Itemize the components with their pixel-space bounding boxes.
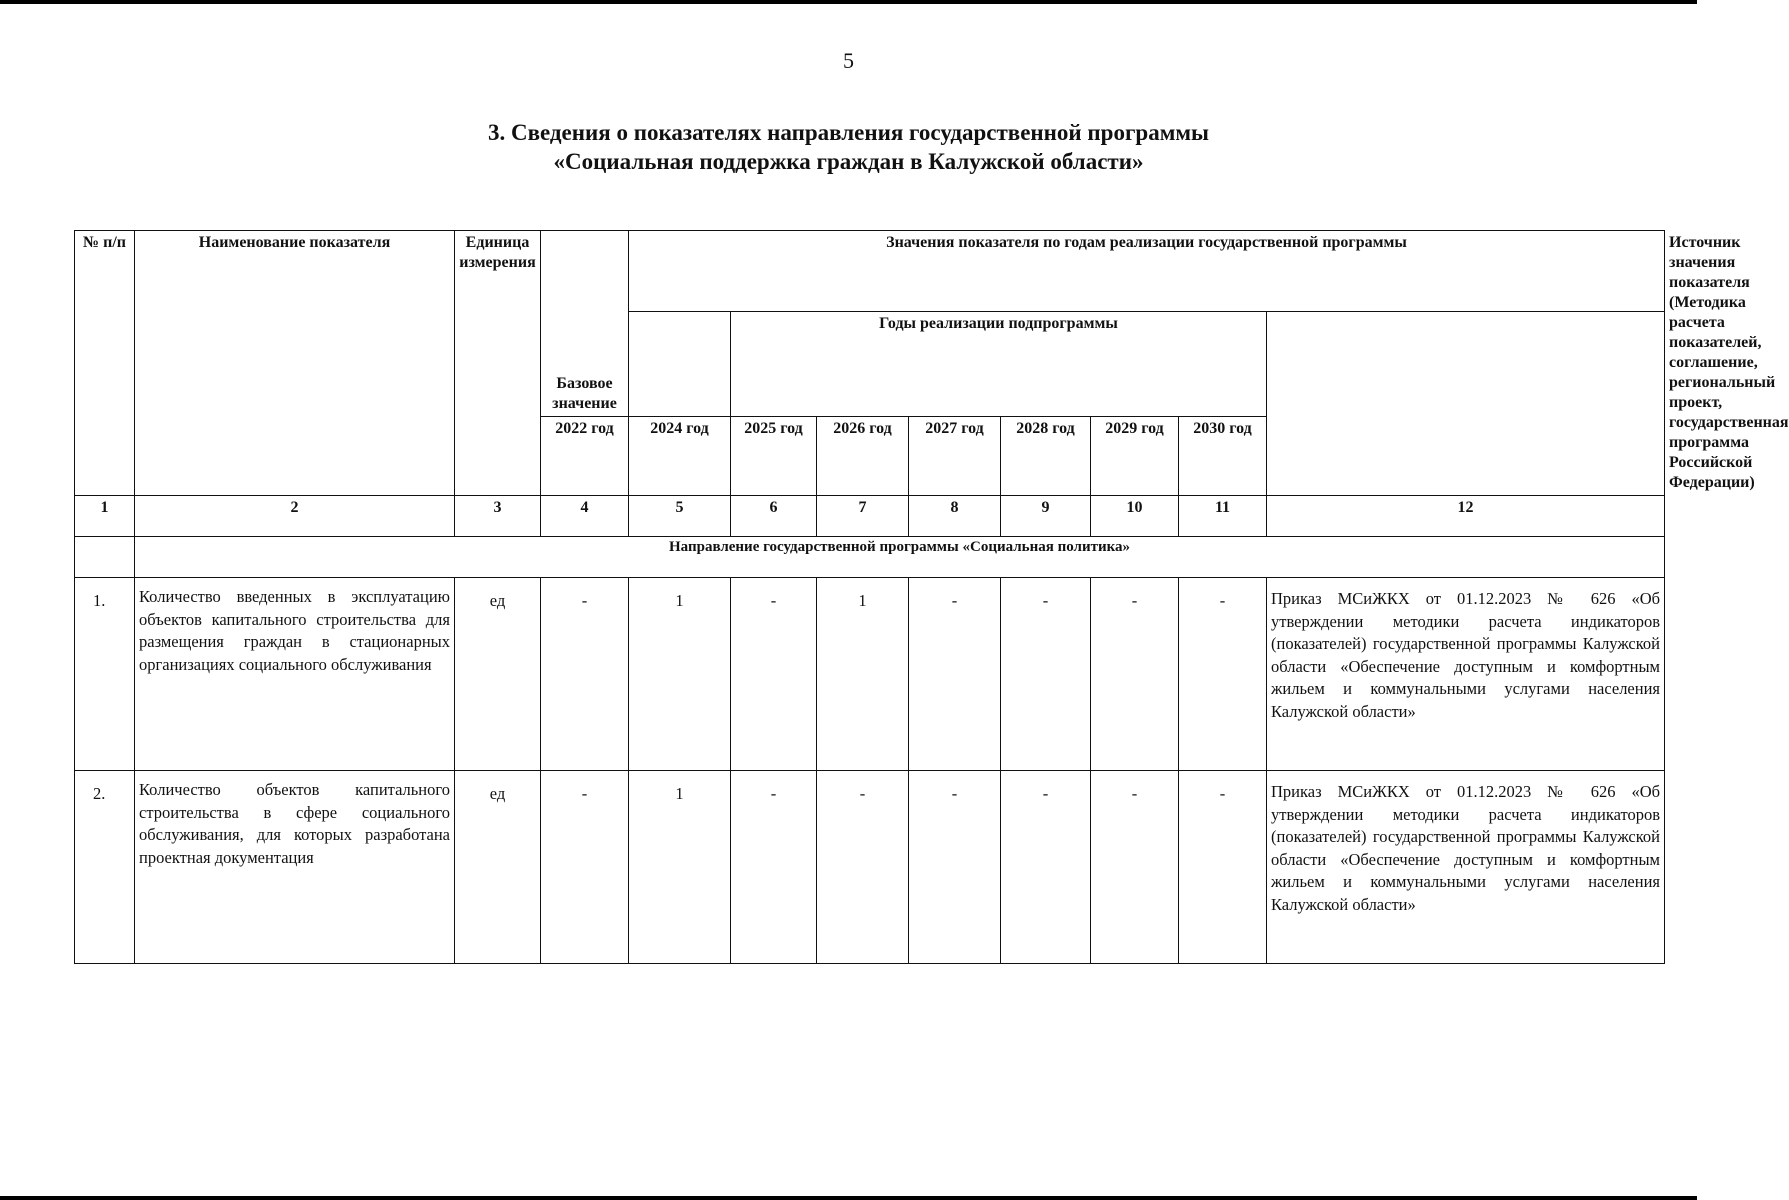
value-cell: - bbox=[1179, 771, 1267, 964]
year-header: 2028 год bbox=[1001, 416, 1091, 495]
indicators-table: № п/п Наименование показателя Единица измерения Значения показателя по годам реализации государственной программы Источник значения показателя (Методика расчета показателей, соглашение, региональный проект, государственная программа Российской Федерации) Базовое значение Годы реализации подпрограммы 2022 год 2024 год 2025 год 2026 год 2027 год 2028 год 2029 год 2030 год 1 2 3 4 5 6 7 8 9 10 11 12 Направление государственной программы «Социальная политика» 1. Количество введенных в эксплуатацию объектов капитального строительства для размещения граждан в стационарных организациях социального обслуживания ед - 1 - 1 - - - - Приказ МСиЖКХ от 01.12.2023 № 626 «Об утверждении методики расчета индикаторов (показателей) государственной программы Калужской области «Обеспечение доступным и комфортным жильем и коммунальными услугами населения Калужской области» 2. Количество объектов капитального строительства в сфере социального обслуживания, для которых разработана проектная документация ед - 1 - - - - - - Приказ МСиЖКХ от 01.12.2023 № 626 «Об утверждении методики расчета индикаторов (показателей) государственной программы Калужской области «Обеспечение доступным и комфортным жильем и коммунальными услугами населения Калужской области» bbox=[74, 230, 1665, 964]
column-number: 9 bbox=[1001, 496, 1091, 537]
column-number: 11 bbox=[1179, 496, 1267, 537]
table-row bbox=[75, 771, 1665, 964]
year-header: 2022 год bbox=[541, 416, 629, 495]
year-header: 2027 год bbox=[909, 416, 1001, 495]
column-number: 5 bbox=[629, 496, 731, 537]
value-cell: 1 bbox=[629, 771, 731, 964]
indicator-source: Приказ МСиЖКХ от 01.12.2023 № 626 «Об утверждении методики расчета индикаторов (показателей) государственной программы Калужской области «Обеспечение доступным и комфортным жильем и коммунальными услугами населения Калужской области» bbox=[1267, 771, 1665, 964]
year-header: 2029 год bbox=[1091, 416, 1179, 495]
year-header: 2030 год bbox=[1179, 416, 1267, 495]
value-cell: - bbox=[909, 771, 1001, 964]
table-row bbox=[75, 578, 1665, 771]
value-cell: - bbox=[1001, 771, 1091, 964]
section-blank bbox=[75, 537, 135, 578]
column-number: 10 bbox=[1091, 496, 1179, 537]
row-number: 1. bbox=[75, 578, 135, 771]
column-number: 4 bbox=[541, 496, 629, 537]
value-cell: - bbox=[1091, 771, 1179, 964]
header-num: № п/п bbox=[75, 231, 135, 496]
value-cell: - bbox=[541, 771, 629, 964]
year-header: 2024 год bbox=[629, 416, 731, 495]
column-number: 3 bbox=[455, 496, 541, 537]
page-number: 5 bbox=[843, 48, 854, 73]
header-values-group: Значения показателя по годам реализации государственной программы bbox=[629, 231, 1665, 312]
value-cell: - bbox=[909, 578, 1001, 771]
value-cell: - bbox=[817, 771, 909, 964]
value-cell: - bbox=[731, 578, 817, 771]
column-number: 1 bbox=[75, 496, 135, 537]
year-header: 2025 год bbox=[731, 416, 817, 495]
value-cell: 1 bbox=[629, 578, 731, 771]
value-cell: 1 bbox=[817, 578, 909, 771]
indicator-name: Количество объектов капитального строительства в сфере социального обслуживания, для которых разработана проектная документация bbox=[135, 771, 455, 964]
header-subprogram-years: Годы реализации подпрограммы bbox=[731, 312, 1267, 416]
value-cell: - bbox=[731, 771, 817, 964]
year-header: 2026 год bbox=[817, 416, 909, 495]
column-number: 6 bbox=[731, 496, 817, 537]
bottom-scan-border bbox=[0, 1196, 1697, 1200]
indicator-unit: ед bbox=[455, 578, 541, 771]
section-title: Направление государственной программы «Социальная политика» bbox=[135, 537, 1665, 578]
value-cell: - bbox=[1001, 578, 1091, 771]
indicator-unit: ед bbox=[455, 771, 541, 964]
row-number: 2. bbox=[75, 771, 135, 964]
title-line-2: «Социальная поддержка граждан в Калужской области» bbox=[553, 149, 1144, 174]
header-base-top bbox=[541, 231, 629, 312]
top-scan-border bbox=[0, 0, 1697, 4]
title-line-1: 3. Сведения о показателях направления государственной программы bbox=[487, 120, 1210, 145]
document-title bbox=[0, 118, 1697, 176]
header-unit: Единица измерения bbox=[455, 231, 541, 496]
value-cell: - bbox=[1091, 578, 1179, 771]
column-number: 12 bbox=[1267, 496, 1665, 537]
header-blank bbox=[629, 312, 731, 416]
column-number: 7 bbox=[817, 496, 909, 537]
indicator-name: Количество введенных в эксплуатацию объектов капитального строительства для размещения граждан в стационарных организациях социального обслуживания bbox=[135, 578, 455, 771]
indicator-source: Приказ МСиЖКХ от 01.12.2023 № 626 «Об утверждении методики расчета индикаторов (показателей) государственной программы Калужской области «Обеспечение доступным и комфортным жильем и коммунальными услугами населения Калужской области» bbox=[1267, 578, 1665, 771]
value-cell: - bbox=[1179, 578, 1267, 771]
column-number: 8 bbox=[909, 496, 1001, 537]
column-number: 2 bbox=[135, 496, 455, 537]
header-base: Базовое значение bbox=[541, 312, 629, 416]
value-cell: - bbox=[541, 578, 629, 771]
header-name: Наименование показателя bbox=[135, 231, 455, 496]
